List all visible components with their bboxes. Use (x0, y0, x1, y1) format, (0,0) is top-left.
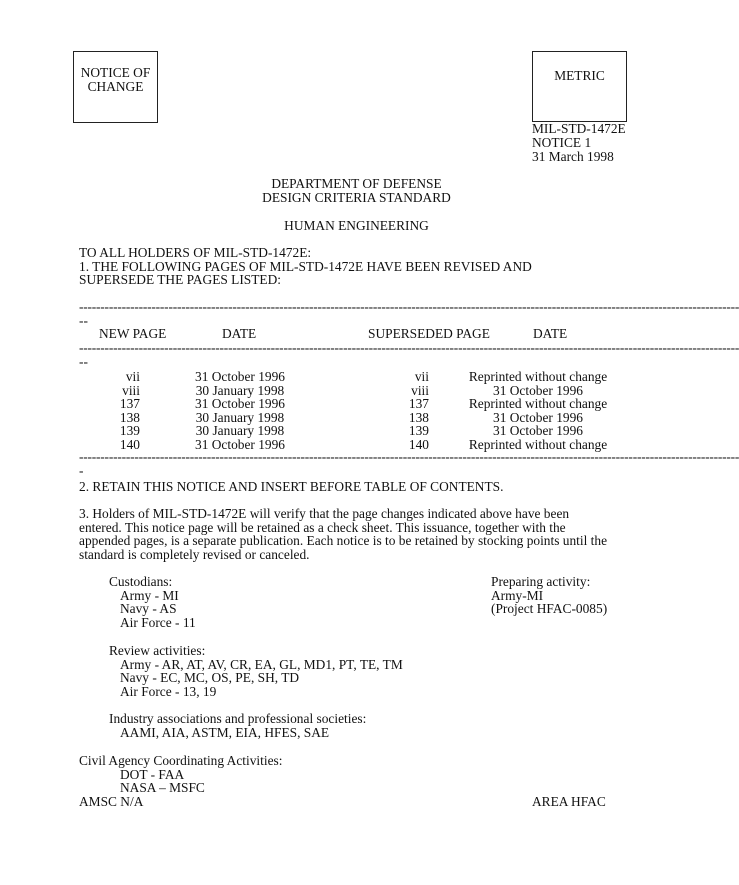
review-activity-item: Navy - EC, MC, OS, PE, SH, TD (120, 670, 300, 685)
table-row (0, 424, 688, 438)
title-department: DEPARTMENT OF DEFENSE (271, 176, 442, 191)
table-row (0, 411, 688, 425)
notice-of-change-line1: NOTICE OF (80, 65, 151, 80)
custodian-item: Navy - AS (120, 601, 177, 616)
notice-date: 31 March 1998 (532, 149, 614, 164)
review-activity-item: Army - AR, AT, AV, CR, EA, GL, MD1, PT, TE, TM (120, 656, 403, 672)
header-superseded-page: SUPERSEDED PAGE (368, 326, 490, 341)
preparing-activity-label: Preparing activity: (491, 574, 591, 589)
civil-agency-item: NASA – MSFC (120, 780, 205, 795)
title-standard: DESIGN CRITERIA STANDARD (262, 190, 451, 205)
custodian-item: Air Force - 11 (120, 614, 196, 630)
new-page: 138 (119, 409, 140, 425)
item3-line: 3. Holders of MIL-STD-1472E will verify that the page changes indicated above have been (79, 506, 570, 521)
superseded-date: 31 October 1996 (493, 409, 583, 425)
superseded-date: 31 October 1996 (493, 423, 583, 438)
item1-line1: 1. THE FOLLOWING PAGES OF MIL-STD-1472E HAVE BEEN REVISED AND (79, 259, 532, 274)
new-date: 31 October 1996 (195, 436, 285, 452)
table-row (0, 397, 688, 411)
new-date: 30 January 1998 (195, 423, 285, 438)
intro-to-holders: TO ALL HOLDERS OF MIL-STD-1472E: (79, 245, 312, 260)
table-row (0, 370, 688, 384)
new-date: 30 January 1998 (195, 409, 285, 425)
review-activities-label: Review activities: (109, 643, 206, 658)
superseded-date: Reprinted without change (468, 369, 608, 384)
header-superseded-date: DATE (533, 326, 568, 341)
superseded-page: 140 (408, 436, 429, 452)
notice-number: NOTICE 1 (532, 135, 592, 150)
new-date: 31 October 1996 (195, 369, 285, 384)
superseded-page: vii (414, 369, 429, 384)
table-rule-header-tail: -- (79, 354, 88, 369)
document-id: MIL-STD-1472E (532, 121, 626, 136)
table-rule-top-tail: -- (79, 313, 88, 328)
new-page: 139 (119, 423, 140, 438)
header-new-page: NEW PAGE (99, 326, 167, 341)
notice-of-change-line2: CHANGE (87, 79, 144, 94)
superseded-page: 139 (408, 423, 429, 438)
industry-item: AAMI, AIA, ASTM, EIA, HFES, SAE (120, 724, 330, 740)
new-date: 31 October 1996 (195, 396, 285, 411)
table-rule-bottom: ----------------------------------------------------------------------------------------------------------------------------------------------------------- (79, 449, 739, 464)
new-page: 137 (119, 396, 140, 411)
superseded-page: 137 (408, 396, 429, 411)
industry-label: Industry associations and professional societies: (109, 711, 367, 726)
item3-line: appended pages, is a separate publication. Each notice is to be retained by stocking points until the (79, 533, 608, 548)
preparing-activity-item: (Project HFAC-0085) (491, 601, 608, 616)
superseded-date: 31 October 1996 (493, 382, 583, 398)
civil-agency-item: DOT - FAA (120, 766, 185, 782)
notice-of-change-box (73, 51, 158, 123)
superseded-page: 138 (408, 409, 429, 425)
custodian-item: Army - MI (120, 587, 179, 603)
superseded-page: viii (411, 382, 429, 398)
header-date: DATE (222, 326, 257, 341)
table-rule-header: ----------------------------------------------------------------------------------------------------------------------------------------------------------- (79, 340, 739, 355)
table-rule-bottom-tail: - (79, 463, 84, 478)
table-rule-top: ----------------------------------------------------------------------------------------------------------------------------------------------------------- (79, 299, 739, 314)
new-page: viii (122, 382, 140, 398)
table-header-row (0, 327, 688, 341)
item2-retain-notice: 2. RETAIN THIS NOTICE AND INSERT BEFORE TABLE OF CONTENTS. (79, 479, 504, 494)
item1-line2: SUPERSEDE THE PAGES LISTED: (79, 272, 282, 287)
superseded-date: Reprinted without change (468, 436, 608, 452)
amsc-code: AMSC N/A (79, 794, 144, 809)
new-page: 140 (119, 436, 140, 452)
superseded-date: Reprinted without change (468, 396, 608, 411)
review-activity-item: Air Force - 13, 19 (120, 683, 217, 699)
preparing-activity-item: Army-MI (491, 587, 544, 603)
new-page: vii (125, 369, 140, 384)
new-date: 30 January 1998 (195, 382, 285, 398)
item3-line: standard is completely revised or canceled. (79, 546, 310, 562)
area-code: AREA HFAC (532, 794, 606, 809)
item3-line: entered. This notice page will be retained as a check sheet. This issuance, together with the (79, 519, 566, 535)
metric-label: METRIC (554, 68, 605, 83)
custodians-label: Custodians: (109, 574, 173, 589)
civil-agency-label: Civil Agency Coordinating Activities: (79, 753, 283, 768)
title-subject: HUMAN ENGINEERING (284, 218, 429, 233)
metric-box (532, 51, 627, 122)
table-row (0, 384, 688, 398)
